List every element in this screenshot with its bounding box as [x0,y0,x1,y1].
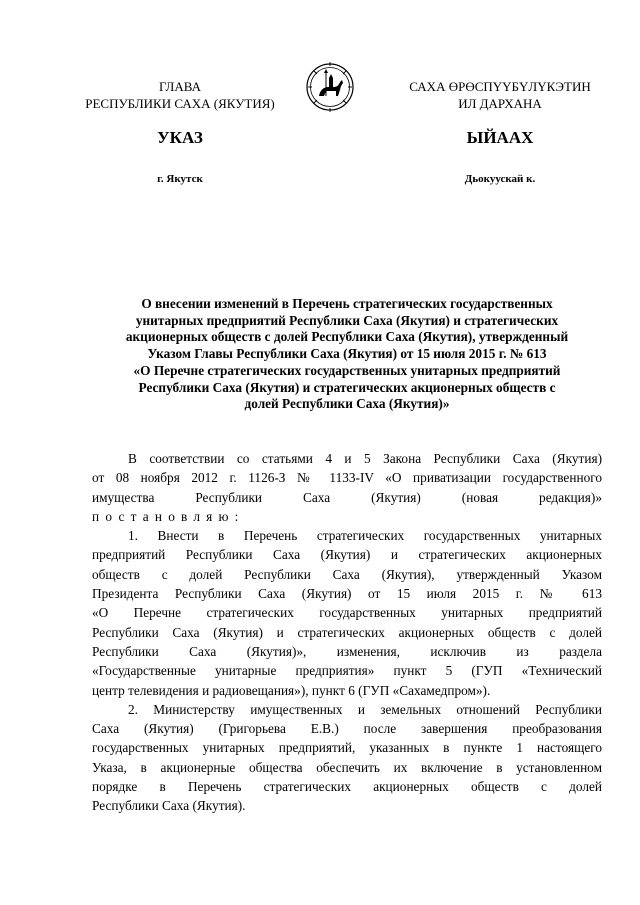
header-right-line1: САХА ӨРӨСПҮҮБҮЛҮКЭТИН [409,79,591,94]
body-line: предприятий Республики Саха (Якутия) и стратегических акционерных [92,547,602,563]
title-line: О внесении изменений в Перечень стратегических государственных [141,296,553,311]
body-line: Указа, в акционерные общества обеспечить их включение в установленном [92,759,602,775]
city-ru: г. Якутск [157,173,203,185]
header-left-line2: РЕСПУБЛИКИ САХА (ЯКУТИЯ) [85,96,275,111]
body-line: от 08 ноября 2012 г. 1126-З № 1133-IV «О приватизации государственного [92,470,602,486]
body-line: Президента Республики Саха (Якутия) от 15 июля 2015 г. № 613 [92,586,602,602]
decree-body [92,449,602,816]
decree-title [92,296,602,413]
title-line: унитарных предприятий Республики Саха (Якутия) и стратегических [135,312,559,328]
body-line: 1. Внести в Перечень стратегических государственных унитарных [128,528,602,544]
body-line: государственных унитарных предприятий, указанных в пункте 1 настоящего [92,740,602,756]
header-left [70,78,290,112]
header-right [380,78,620,112]
title-line: долей Республики Саха (Якутия)» [244,396,450,412]
body-line-decree-word: постановляю: [92,508,245,524]
body-line: Саха (Якутия) (Григорьева Е.В.) после завершения преобразования [92,721,602,737]
doc-type-ru: УКАЗ [157,128,203,147]
body-line: «Государственные унитарные предприятия» пункт 5 (ГУП «Технический [92,663,602,679]
body-line: Республики Саха (Якутия)», изменения, исключив из раздела [92,643,602,659]
doc-type-sakha: ЫЙААХ [466,128,534,147]
body-line: 2. Министерству имущественных и земельных отношений Республики [128,701,602,717]
title-line: «О Перечне стратегических государственных унитарных предприятий [133,362,561,378]
body-line: «О Перечне стратегических государственных унитарных предприятий [92,605,602,621]
body-line: порядке в Перечень стратегических акционерных обществ с долей [92,779,602,795]
body-line: Республики Саха (Якутия) и стратегических акционерных обществ с долей [92,624,602,640]
header-left-line1: ГЛАВА [159,79,201,94]
title-line: Указом Главы Республики Саха (Якутия) от 15 июля 2015 г. № 613 [147,346,547,362]
title-line: Республики Саха (Якутия) и стратегических акционерных обществ с [138,379,556,395]
coat-of-arms-icon [306,60,354,114]
body-line: имущества Республики Саха (Якутия) (новая редакция)» [92,489,602,505]
body-line: обществ с долей Республики Саха (Якутия), утвержденный Указом [92,566,602,582]
body-line: В соответствии со статьями 4 и 5 Закона Республики Саха (Якутия) [128,451,602,466]
header-right-line2: ИЛ ДАРХАНА [458,96,542,111]
city-sakha: Дьокуускай к. [464,173,536,185]
body-line: Республики Саха (Якутия). [92,798,246,814]
title-line: акционерных обществ с долей Республики Саха (Якутия), утвержденный [125,329,569,345]
body-line: центр телевидения и радиовещания»), пункт 6 (ГУП «Сахамедпром»). [92,682,491,698]
